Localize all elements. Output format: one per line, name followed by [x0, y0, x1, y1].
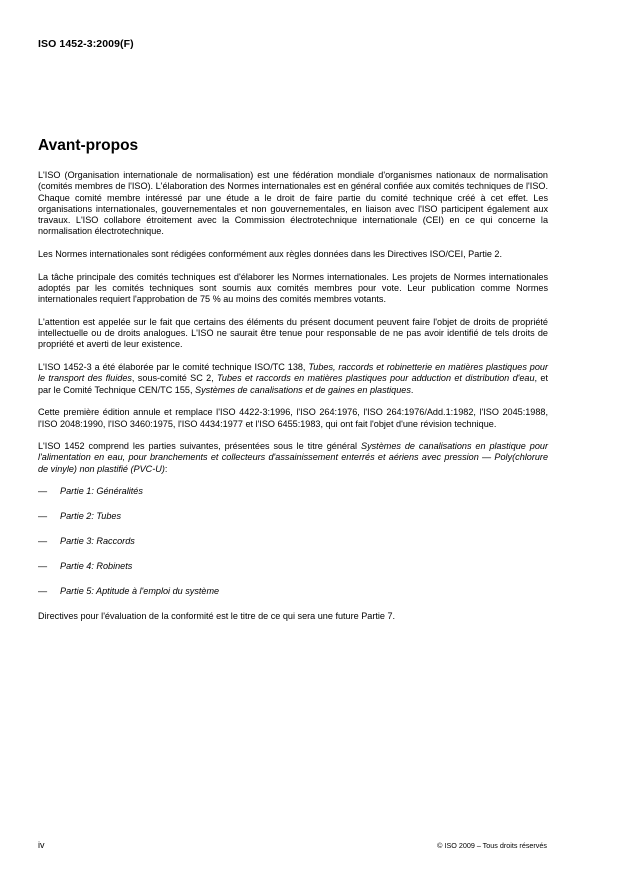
prepared-by-text-3: , et par le Comité Technique CEN/TC 155,: [38, 373, 548, 395]
page-title: Avant-propos: [38, 137, 139, 154]
paragraph-technical-committees: La tâche principale des comités techniques est d'élaborer les Normes internationales. Les projets de Normes internationales adoptés par les comités techniques sont soumis aux comités membres pour vote. Leur publication comme Normes internationales requiert l'approbation de 75 % au moins des comités membres votants.: [38, 271, 548, 305]
list-item: [38, 561, 548, 572]
list-dash: —: [38, 536, 48, 547]
parts-list: [38, 486, 548, 597]
list-item: [38, 486, 548, 497]
list-dash: —: [38, 586, 48, 597]
paragraph-prepared-by: [38, 362, 548, 396]
paragraph-drafting-rules: Les Normes internationales sont rédigées conformément aux règles données dans les Directives ISO/CEI, Partie 2.: [38, 249, 503, 260]
paragraph-patent-rights: L'attention est appelée sur le fait que certains des éléments du présent document peuvent faire l'objet de droits de propriété intellectuelle ou de droits analogues. L'ISO ne saurait être tenue pour responsable de ne pas avoir identifié de tels droits de propriété et averti de leur existence.: [38, 316, 548, 350]
paragraph-edition-replaces: Cette première édition annule et remplace l'ISO 4422-3:1996, l'ISO 264:1976, l'ISO 264:1976/Add.1:1982, l'ISO 2045:1988, l'ISO 2048:1990, l'ISO 3460:1975, l'ISO 4434:1977 et l'ISO 6455:1983, qui ont fait l'objet d'une révision technique.: [38, 407, 548, 429]
list-dash: —: [38, 561, 48, 572]
part-label: Partie 4: Robinets: [60, 561, 133, 572]
part-label: Partie 2: Tubes: [60, 511, 121, 522]
page-number: iv: [38, 840, 45, 850]
prepared-by-text-1: L'ISO 1452-3 a été élaborée par le comité technique ISO/TC 138,: [38, 362, 309, 373]
list-item: [38, 511, 548, 522]
parts-intro-text-2: :: [164, 463, 168, 474]
list-item: [38, 536, 548, 547]
parts-intro-text-1: L'ISO 1452 comprend les parties suivantes, présentées sous le titre général: [38, 441, 362, 452]
list-item: [38, 586, 548, 597]
paragraph-iso-organisation: L'ISO (Organisation internationale de normalisation) est une fédération mondiale d'organismes nationaux de normalisation (comités membres de l'ISO). L'élaboration des Normes internationales est en général confiée aux comités techniques de l'ISO. Chaque comité membre intéressé par une étude a le droit de faire partie du comité technique créé à cet effet. Les organisations internationales, gouvernementales et non gouvernementales, en liaison avec l'ISO participent également aux travaux. L'ISO collabore étroitement avec la Commission électrotechnique internationale (CEI) en ce qui concerne la normalisation électrotechnique.: [38, 170, 548, 237]
prepared-by-text-2: , sous-comité SC 2,: [131, 373, 218, 384]
paragraph-future-part: Directives pour l'évaluation de la conformité est le titre de ce qui sera une future Partie 7.: [38, 611, 396, 622]
paragraph-parts-intro: [38, 441, 548, 475]
tc138-title: Tubes, raccords et robinetterie en matières plastiques pour le transport des fluides: [38, 362, 548, 384]
foreword-body: [38, 170, 548, 634]
list-dash: —: [38, 511, 48, 522]
part-label: Partie 5: Aptitude à l'emploi du système: [60, 586, 220, 597]
document-id-header: ISO 1452-3:2009(F): [38, 38, 134, 50]
sc2-title: Tubes et raccords en matières plastiques pour adduction et distribution d'eau: [217, 373, 535, 384]
part-label: Partie 1: Généralités: [60, 486, 143, 497]
copyright-notice: © ISO 2009 – Tous droits réservés: [437, 841, 547, 850]
general-title: Systèmes de canalisations en plastique pour l'alimentation en eau, pour branchements et collecteurs d'assainissement enterrés et aériens avec pression — Poly(chlorure de vinyle) non plastifié (PVC-U): [38, 441, 548, 474]
part-label: Partie 3: Raccords: [60, 536, 135, 547]
cen-tc155-title: Systèmes de canalisations et de gaines en plastiques: [195, 384, 411, 395]
prepared-by-text-4: .: [410, 384, 414, 395]
list-dash: —: [38, 486, 48, 497]
